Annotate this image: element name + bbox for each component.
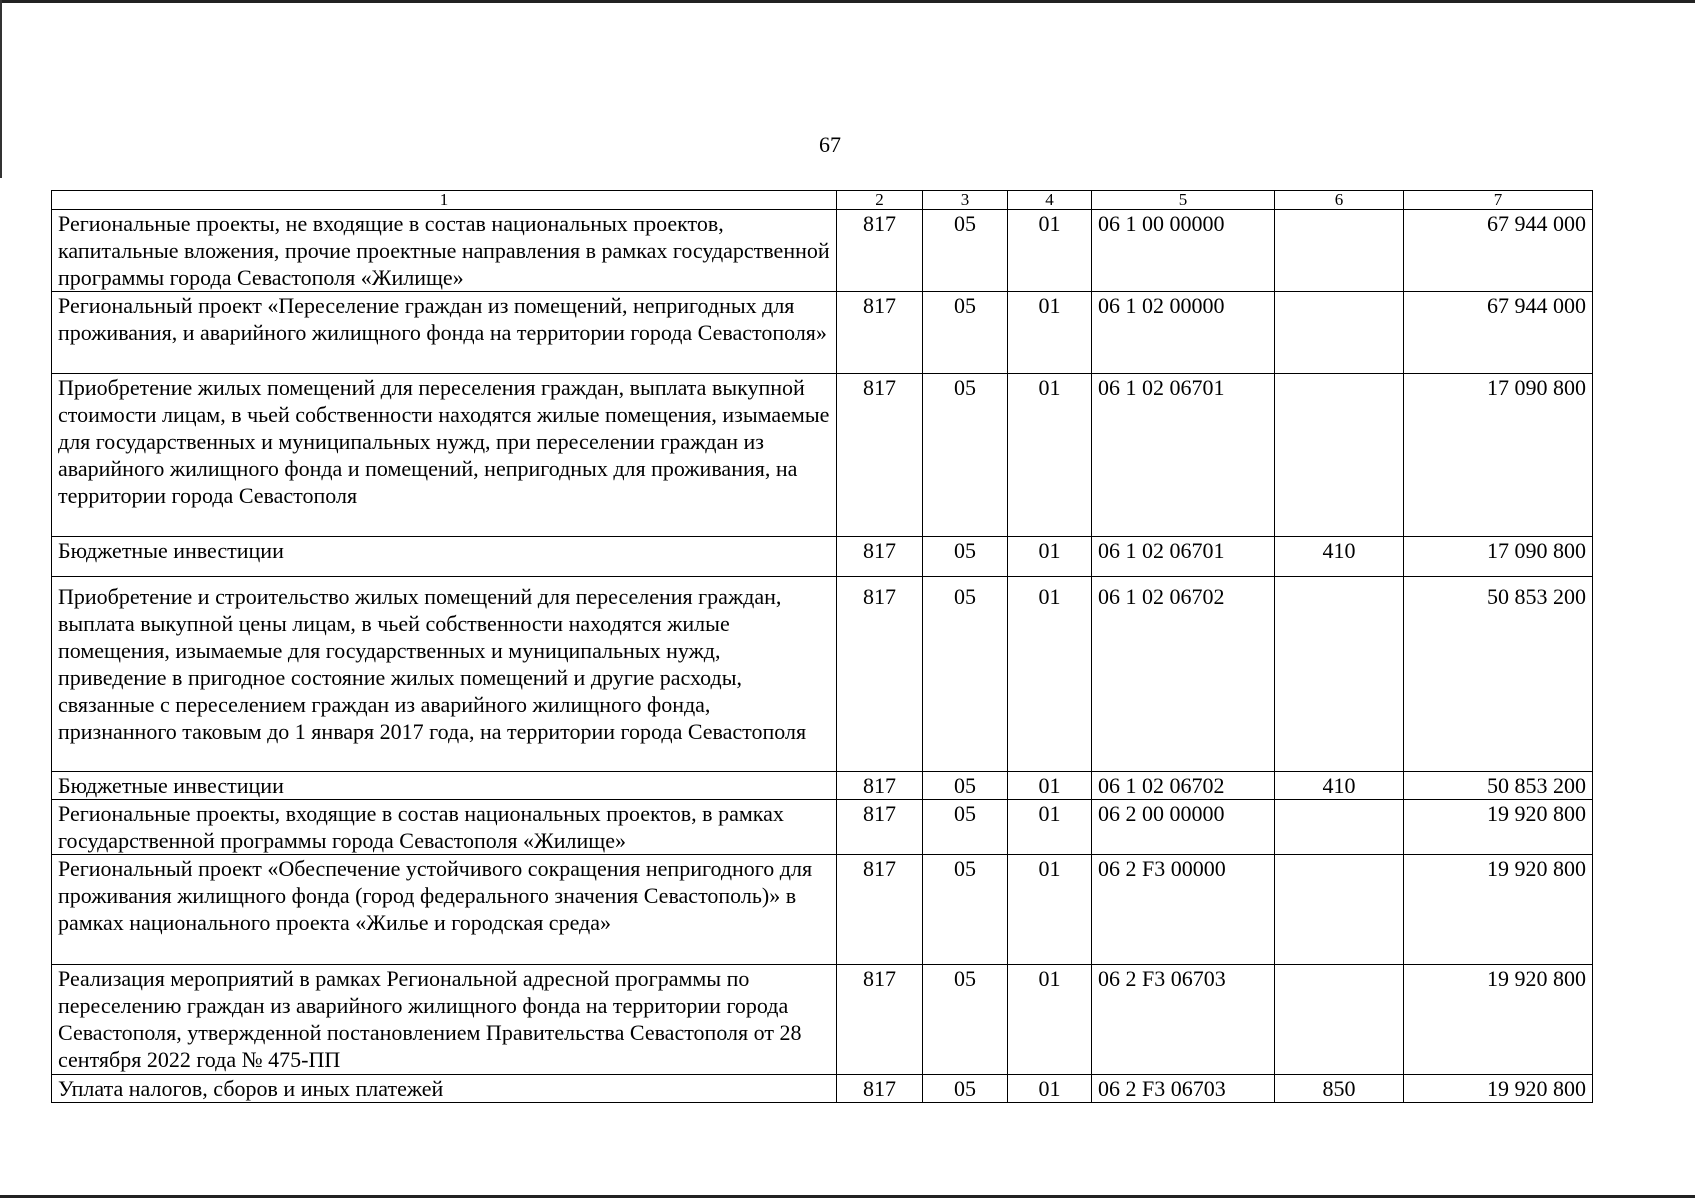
header-col-7: 7: [1404, 191, 1593, 210]
row-pr: 01: [1008, 1075, 1092, 1103]
row-amount: 67 944 000: [1404, 210, 1593, 292]
header-col-2: 2: [837, 191, 923, 210]
row-ved: 817: [837, 374, 923, 537]
row-ved: 817: [837, 855, 923, 965]
row-rz: 05: [923, 292, 1008, 374]
row-csr: 06 1 02 06701: [1092, 537, 1275, 577]
row-name: Реализация мероприятий в рамках Региональной адресной программы по переселению граждан из аварийного жилищного фонда на территории города Севастополя, утвержденной постановлением Правительства Севастополя от 28 сентября 2022 года № 475-ПП: [52, 965, 837, 1075]
row-ved: 817: [837, 537, 923, 577]
header-col-6: 6: [1275, 191, 1404, 210]
row-vr: 850: [1275, 1075, 1404, 1103]
row-rz: 05: [923, 374, 1008, 537]
row-csr: 06 2 00 00000: [1092, 800, 1275, 855]
row-rz: 05: [923, 577, 1008, 772]
row-csr: 06 1 00 00000: [1092, 210, 1275, 292]
row-name: Приобретение и строительство жилых помещений для переселения граждан, выплата выкупной цены лицам, в чьей собственности находятся жилые помещения, изымаемые для государственных и муниципальных нужд, приведение в пригодное состояние жилых помещений и другие расходы, связанные с переселением граждан из аварийного жилищного фонда, признанного таковым до 1 января 2017 года, на территории города Севастополя: [52, 577, 837, 772]
row-csr: 06 1 02 00000: [1092, 292, 1275, 374]
row-vr: 410: [1275, 537, 1404, 577]
row-ved: 817: [837, 292, 923, 374]
row-name: Региональные проекты, не входящие в состав национальных проектов, капитальные вложения, прочие проектные направления в рамках государственной программы города Севастополя «Жилище»: [52, 210, 837, 292]
row-pr: 01: [1008, 855, 1092, 965]
row-csr: 06 2 F3 06703: [1092, 965, 1275, 1075]
row-csr: 06 1 02 06701: [1092, 374, 1275, 537]
row-vr: [1275, 800, 1404, 855]
row-amount: 19 920 800: [1404, 1075, 1593, 1103]
table-row: [52, 965, 1593, 1075]
row-name: Региональные проекты, входящие в состав национальных проектов, в рамках государственной программы города Севастополя «Жилище»: [52, 800, 837, 855]
table-row: [52, 374, 1593, 537]
row-csr: 06 2 F3 00000: [1092, 855, 1275, 965]
row-name: Региональный проект «Переселение граждан из помещений, непригодных для проживания, и аварийного жилищного фонда на территории города Севастополя»: [52, 292, 837, 374]
table-row: [52, 800, 1593, 855]
row-ved: 817: [837, 965, 923, 1075]
row-name: Бюджетные инвестиции: [52, 537, 837, 577]
row-amount: 19 920 800: [1404, 855, 1593, 965]
row-vr: 410: [1275, 772, 1404, 800]
row-name: Бюджетные инвестиции: [52, 772, 837, 800]
row-pr: 01: [1008, 292, 1092, 374]
row-amount: 50 853 200: [1404, 772, 1593, 800]
header-col-1: 1: [52, 191, 837, 210]
row-vr: [1275, 855, 1404, 965]
row-pr: 01: [1008, 965, 1092, 1075]
row-ved: 817: [837, 1075, 923, 1103]
row-amount: 17 090 800: [1404, 374, 1593, 537]
row-name: Уплата налогов, сборов и иных платежей: [52, 1075, 837, 1103]
row-rz: 05: [923, 855, 1008, 965]
row-pr: 01: [1008, 210, 1092, 292]
row-ved: 817: [837, 800, 923, 855]
page-number: 67: [819, 132, 841, 157]
table-row: [52, 537, 1593, 577]
budget-table: [51, 190, 1593, 1103]
table-row: [52, 577, 1593, 772]
bottom-scan-edge: [0, 1195, 1695, 1198]
row-csr: 06 2 F3 06703: [1092, 1075, 1275, 1103]
row-csr: 06 1 02 06702: [1092, 772, 1275, 800]
table-row: [52, 292, 1593, 374]
row-ved: 817: [837, 577, 923, 772]
row-rz: 05: [923, 800, 1008, 855]
row-pr: 01: [1008, 537, 1092, 577]
row-amount: 17 090 800: [1404, 537, 1593, 577]
row-name: Региональный проект «Обеспечение устойчивого сокращения непригодного для проживания жилищного фонда (город федерального значения Севастополь)» в рамках национального проекта «Жилье и городская среда»: [52, 855, 837, 965]
row-vr: [1275, 374, 1404, 537]
row-amount: 19 920 800: [1404, 800, 1593, 855]
row-name: Приобретение жилых помещений для переселения граждан, выплата выкупной стоимости лицам, в чьей собственности находятся жилые помещения, изымаемые для государственных и муниципальных нужд, при переселении граждан из аварийного жилищного фонда и помещений, непригодных для проживания, на территории города Севастополя: [52, 374, 837, 537]
row-amount: 19 920 800: [1404, 965, 1593, 1075]
header-col-3: 3: [923, 191, 1008, 210]
header-col-5: 5: [1092, 191, 1275, 210]
row-vr: [1275, 210, 1404, 292]
row-vr: [1275, 292, 1404, 374]
row-amount: 67 944 000: [1404, 292, 1593, 374]
row-pr: 01: [1008, 772, 1092, 800]
header-col-4: 4: [1008, 191, 1092, 210]
table-row: [52, 1075, 1593, 1103]
top-scan-edge: [0, 0, 1695, 3]
row-ved: 817: [837, 210, 923, 292]
row-rz: 05: [923, 537, 1008, 577]
row-pr: 01: [1008, 577, 1092, 772]
row-ved: 817: [837, 772, 923, 800]
table-row: [52, 210, 1593, 292]
row-rz: 05: [923, 965, 1008, 1075]
row-vr: [1275, 965, 1404, 1075]
row-pr: 01: [1008, 800, 1092, 855]
row-rz: 05: [923, 772, 1008, 800]
row-vr: [1275, 577, 1404, 772]
row-pr: 01: [1008, 374, 1092, 537]
table-row: [52, 772, 1593, 800]
row-rz: 05: [923, 210, 1008, 292]
row-rz: 05: [923, 1075, 1008, 1103]
row-amount: 50 853 200: [1404, 577, 1593, 772]
header-row: [52, 191, 1593, 210]
table-row: [52, 855, 1593, 965]
row-csr: 06 1 02 06702: [1092, 577, 1275, 772]
